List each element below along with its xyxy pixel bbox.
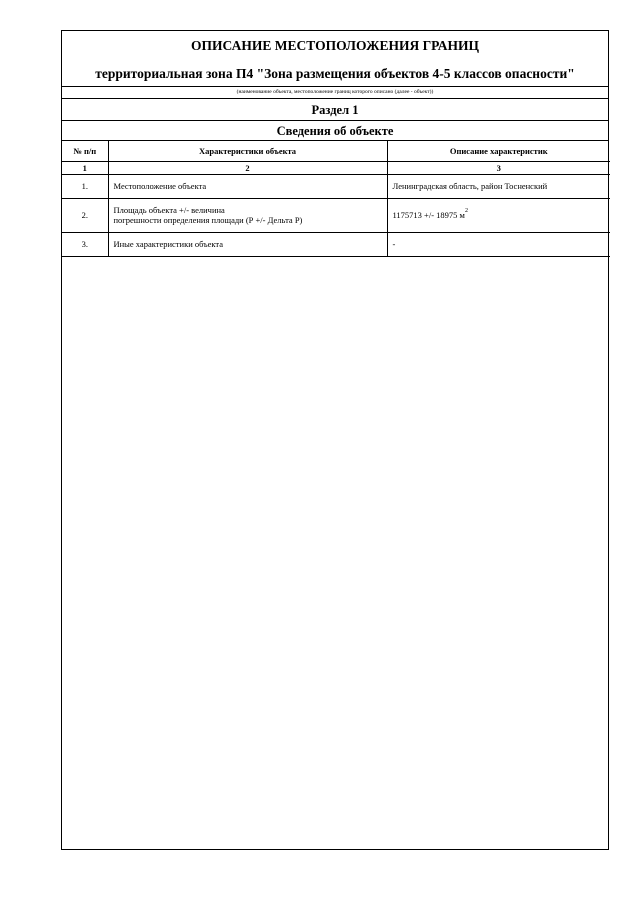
table-header-row [62,141,610,161]
row-number: 1. [62,174,108,198]
section-label: Раздел 1 [62,99,608,121]
row-characteristic [108,198,387,232]
header-num: № п/п [62,141,108,161]
row-description: Ленинградская область, район Тосненский [387,174,610,198]
column-number: 3 [387,161,610,174]
table-row [62,198,610,232]
row-characteristic: Местоположение объекта [108,174,387,198]
section-title: Сведения об объекте [62,121,608,141]
column-number: 1 [62,161,108,174]
header-description: Описание характеристик [387,141,610,161]
column-number: 2 [108,161,387,174]
row-description: - [387,232,610,256]
table-row [62,232,610,256]
characteristic-line: Площадь объекта +/- величина [113,205,225,215]
characteristic-line: погрешности определения площади (Р +/- Дельта Р) [113,215,303,225]
area-value: 1175713 +/- 18975 м [392,210,465,220]
row-characteristic: Иные характеристики объекта [108,232,387,256]
column-numbers-row [62,161,610,174]
row-description [387,198,610,232]
subtitle-hint: (наименование объекта, местоположение границ которого описано (далее - объект)) [62,87,608,99]
table-row [62,174,610,198]
document-subtitle: территориальная зона П4 "Зона размещения объектов 4-5 классов опасности" [62,63,608,87]
row-number: 2. [62,198,108,232]
row-number: 3. [62,232,108,256]
document-frame [61,30,609,850]
header-characteristic: Характеристики объекта [108,141,387,161]
area-unit-superscript: 2 [464,208,468,214]
object-info-table [62,141,610,257]
document-title: ОПИСАНИЕ МЕСТОПОЛОЖЕНИЯ ГРАНИЦ [191,38,479,53]
